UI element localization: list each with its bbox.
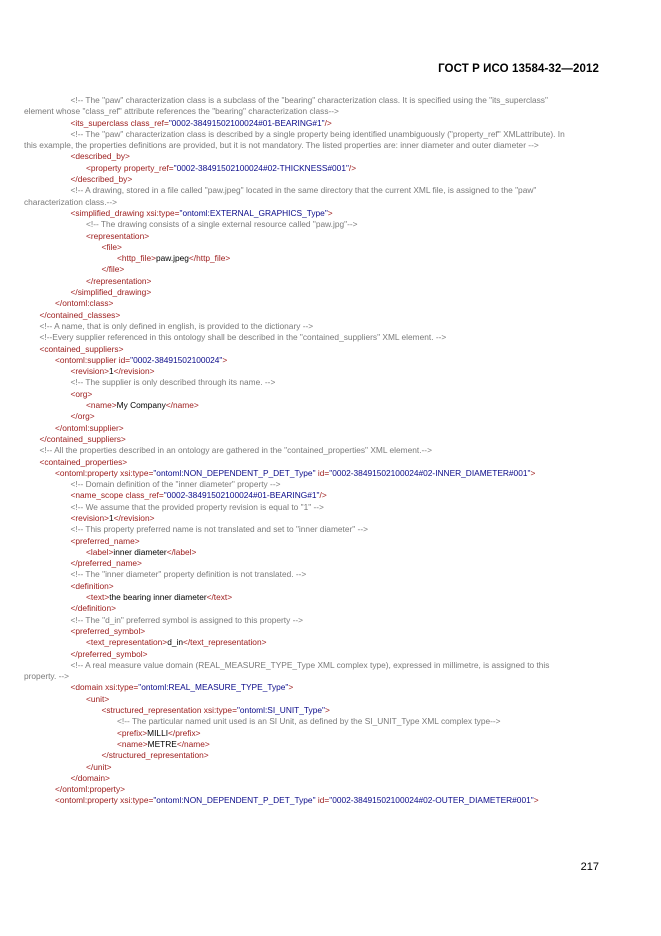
xml-tag: </domain> [70,772,110,783]
xml-attribute: xsi:type= [146,207,180,218]
xml-tag: </contained_suppliers> [39,433,126,444]
xml-listing [24,95,579,807]
xml-tag: > [533,795,539,806]
code-line [24,660,579,683]
xml-tag: <label> [86,546,114,557]
xml-tag: <structured_representation [101,705,204,716]
code-line [24,310,579,321]
xml-tag: <preferred_name> [70,535,140,546]
xml-attribute: xsi:type= [120,467,154,478]
xml-text: the bearing inner diameter [109,592,207,603]
code-line [24,129,579,152]
code-line [24,231,579,242]
code-line [24,389,579,400]
xml-attribute-value: "ontoml:REAL_MEASURE_TYPE_Type" [138,682,289,693]
xml-tag: <simplified_drawing [70,207,147,218]
xml-tag: <prefix> [117,727,148,738]
xml-tag: </unit> [86,761,112,772]
code-line [24,163,579,174]
xml-text: 1 [109,512,114,523]
code-line [24,151,579,162]
code-line [24,626,579,637]
xml-attribute-value: "0002-38491502100024#02-OUTER_DIAMETER#001" [329,795,534,806]
xml-tag: > [530,467,536,478]
xml-attribute-value: "0002-38491502100024" [130,354,223,365]
code-line [24,355,579,366]
xml-tag: </ontoml:supplier> [55,422,124,433]
xml-tag: </ontoml:property> [55,784,126,795]
code-line [24,536,579,547]
xml-tag: > [288,682,294,693]
xml-tag: > [222,354,228,365]
code-line [24,784,579,795]
xml-text: d_in [167,637,183,648]
xml-tag: <contained_properties> [39,456,128,467]
code-line [24,502,579,513]
xml-tag: <text_representation> [86,637,168,648]
xml-text: 1 [109,366,114,377]
xml-tag: </org> [70,411,95,422]
code-line [24,377,579,388]
xml-comment: <!-- The "paw" characterization class is a subclass of the "bearing" characterization class. It is specified using the "its_superclass" element whose "class_ref" attribute references the "bearing" characterization class--> [24,95,548,117]
xml-tag: <http_file> [117,253,156,264]
code-line [24,332,579,343]
xml-tag: </ontoml:class> [55,298,114,309]
xml-attribute: property_ref= [123,162,174,173]
code-line [24,569,579,580]
code-line [24,649,579,660]
xml-comment: <!-- The particular named unit used is an SI Unit, as defined by the SI_UNIT_Type XML complex type--> [117,716,501,727]
xml-tag: <representation> [86,230,150,241]
code-line [24,547,579,558]
code-line [24,321,579,332]
code-line [24,208,579,219]
xml-attribute: class_ref= [130,117,169,128]
xml-tag: <definition> [70,580,114,591]
xml-attribute-value: "0002-38491502100024#01-BEARING#1" [168,117,325,128]
xml-tag: /> [319,490,327,501]
code-line [24,344,579,355]
code-line [24,118,579,129]
xml-tag: </http_file> [188,253,231,264]
xml-tag: </name> [165,400,199,411]
code-line [24,603,579,614]
xml-tag: </described_by> [70,174,133,185]
xml-comment: <!-- This property preferred name is not translated and set to "inner diameter" --> [70,524,368,535]
code-line [24,445,579,456]
code-line [24,185,579,208]
xml-attribute: id= [317,467,330,478]
xml-tag: <revision> [70,512,109,523]
xml-tag: <domain [70,682,106,693]
code-line [24,400,579,411]
xml-tag: </representation> [86,275,152,286]
code-line [24,242,579,253]
xml-comment: <!-- Domain definition of the "inner diameter" property --> [70,479,281,490]
xml-attribute-value: "0002-38491502100024#02-INNER_DIAMETER#001" [329,467,531,478]
code-line [24,287,579,298]
xml-tag: <ontoml:supplier [55,354,119,365]
code-line [24,795,579,806]
code-line [24,558,579,569]
xml-attribute: xsi:type= [203,705,237,716]
xml-tag: <ontoml:property [55,795,121,806]
code-line [24,366,579,377]
xml-tag: <ontoml:property [55,467,121,478]
code-line [24,276,579,287]
xml-comment: <!-- The supplier is only described through its name. --> [70,377,276,388]
xml-tag: </preferred_name> [70,558,142,569]
xml-attribute-value: "ontoml:NON_DEPENDENT_P_DET_Type" [153,467,318,478]
code-line [24,513,579,524]
code-line [24,773,579,784]
xml-text: My Company [116,400,166,411]
xml-tag: <described_by> [70,151,130,162]
code-line [24,694,579,705]
xml-attribute: id= [317,795,330,806]
xml-tag: <unit> [86,693,110,704]
xml-comment: <!-- The "inner diameter" property definition is not translated. --> [70,569,307,580]
xml-comment: <!-- A name, that is only defined in english, is provided to the dictionary --> [39,320,314,331]
xml-comment: <!-- We assume that the provided property revision is equal to "1" --> [70,501,324,512]
xml-tag: <contained_suppliers> [39,343,124,354]
code-line [24,705,579,716]
xml-attribute-value: "ontoml:SI_UNIT_Type" [236,705,325,716]
xml-tag: </prefix> [168,727,201,738]
xml-tag: <name> [117,738,148,749]
xml-tag: <its_superclass [70,117,131,128]
code-line [24,728,579,739]
xml-text: METRE [147,738,177,749]
xml-comment: <!--Every supplier referenced in this ontology shall be described in the "contained_suppliers" XML element. --> [39,332,447,343]
xml-attribute: id= [118,354,131,365]
code-line [24,174,579,185]
xml-tag: <org> [70,388,93,399]
xml-tag: </preferred_symbol> [70,648,148,659]
document-header: ГОСТ Р ИСО 13584-32—2012 [438,63,599,75]
code-line [24,219,579,230]
xml-tag: </revision> [113,366,155,377]
code-line [24,581,579,592]
xml-comment: <!-- All the properties described in an ontology are gathered in the "contained_properties" XML element.--> [39,445,432,456]
code-line [24,468,579,479]
code-line [24,615,579,626]
xml-attribute-value: "0002-38491502100024#01-BEARING#1" [163,490,320,501]
code-line [24,739,579,750]
xml-tag: </name> [176,738,210,749]
code-line [24,592,579,603]
xml-tag: > [324,705,330,716]
xml-attribute: xsi:type= [120,795,154,806]
xml-attribute-value: "0002-38491502100024#02-THICKNESS#001" [173,162,349,173]
code-line [24,682,579,693]
code-line [24,411,579,422]
xml-tag: </text_representation> [182,637,267,648]
xml-tag: </file> [101,264,125,275]
xml-tag: </contained_classes> [39,309,121,320]
xml-tag: <file> [101,241,122,252]
code-line [24,762,579,773]
xml-tag: </label> [166,546,197,557]
xml-tag: <revision> [70,366,109,377]
xml-tag: <name> [86,400,117,411]
code-line [24,716,579,727]
xml-tag: <property [86,162,124,173]
xml-tag: <name_scope [70,490,126,501]
xml-text: paw.jpeg [155,253,189,264]
code-line [24,524,579,535]
xml-tag: /> [324,117,332,128]
code-line [24,479,579,490]
xml-comment: <!-- The "d_in" preferred symbol is assigned to this property --> [70,614,304,625]
xml-tag: <text> [86,592,110,603]
xml-tag: /> [348,162,357,173]
code-line [24,298,579,309]
xml-tag: </revision> [113,512,155,523]
xml-tag: </text> [206,592,233,603]
code-line [24,264,579,275]
code-line [24,434,579,445]
code-line [24,750,579,761]
xml-attribute-value: "ontoml:EXTERNAL_GRAPHICS_Type" [179,207,328,218]
page-number: 217 [580,861,599,873]
code-line [24,423,579,434]
xml-comment: <!-- The drawing consists of a single external resource called "paw.jpg"--> [86,219,358,230]
xml-comment: <!-- A real measure value domain (REAL_MEASURE_TYPE_Type XML complex type), expressed in millimetre, is assigned to this property. --> [24,659,550,682]
xml-comment: <!-- The "paw" characterization class is described by a single property being identified unambiguously ("property_ref" XMLattribute). In this example, the properties definitions are provided, but it is not mandatory. The listed properties are: inner diameter and outer diameter --> [24,128,565,151]
xml-text: MILLI [147,727,169,738]
xml-tag: <preferred_symbol> [70,625,146,636]
code-line [24,95,579,118]
xml-attribute: xsi:type= [105,682,139,693]
xml-tag: </definition> [70,603,116,614]
code-line [24,457,579,468]
xml-tag: </simplified_drawing> [70,287,152,298]
xml-attribute: class_ref= [125,490,164,501]
code-line [24,637,579,648]
code-line [24,253,579,264]
xml-tag: > [327,207,333,218]
xml-tag: </structured_representation> [101,750,209,761]
xml-comment: <!-- A drawing, stored in a file called "paw.jpeg" located in the same directory that the current XML file, is assigned to the "paw" characterization class.--> [24,185,537,207]
code-line [24,490,579,501]
xml-text: inner diameter [113,546,167,557]
xml-attribute-value: "ontoml:NON_DEPENDENT_P_DET_Type" [153,795,318,806]
